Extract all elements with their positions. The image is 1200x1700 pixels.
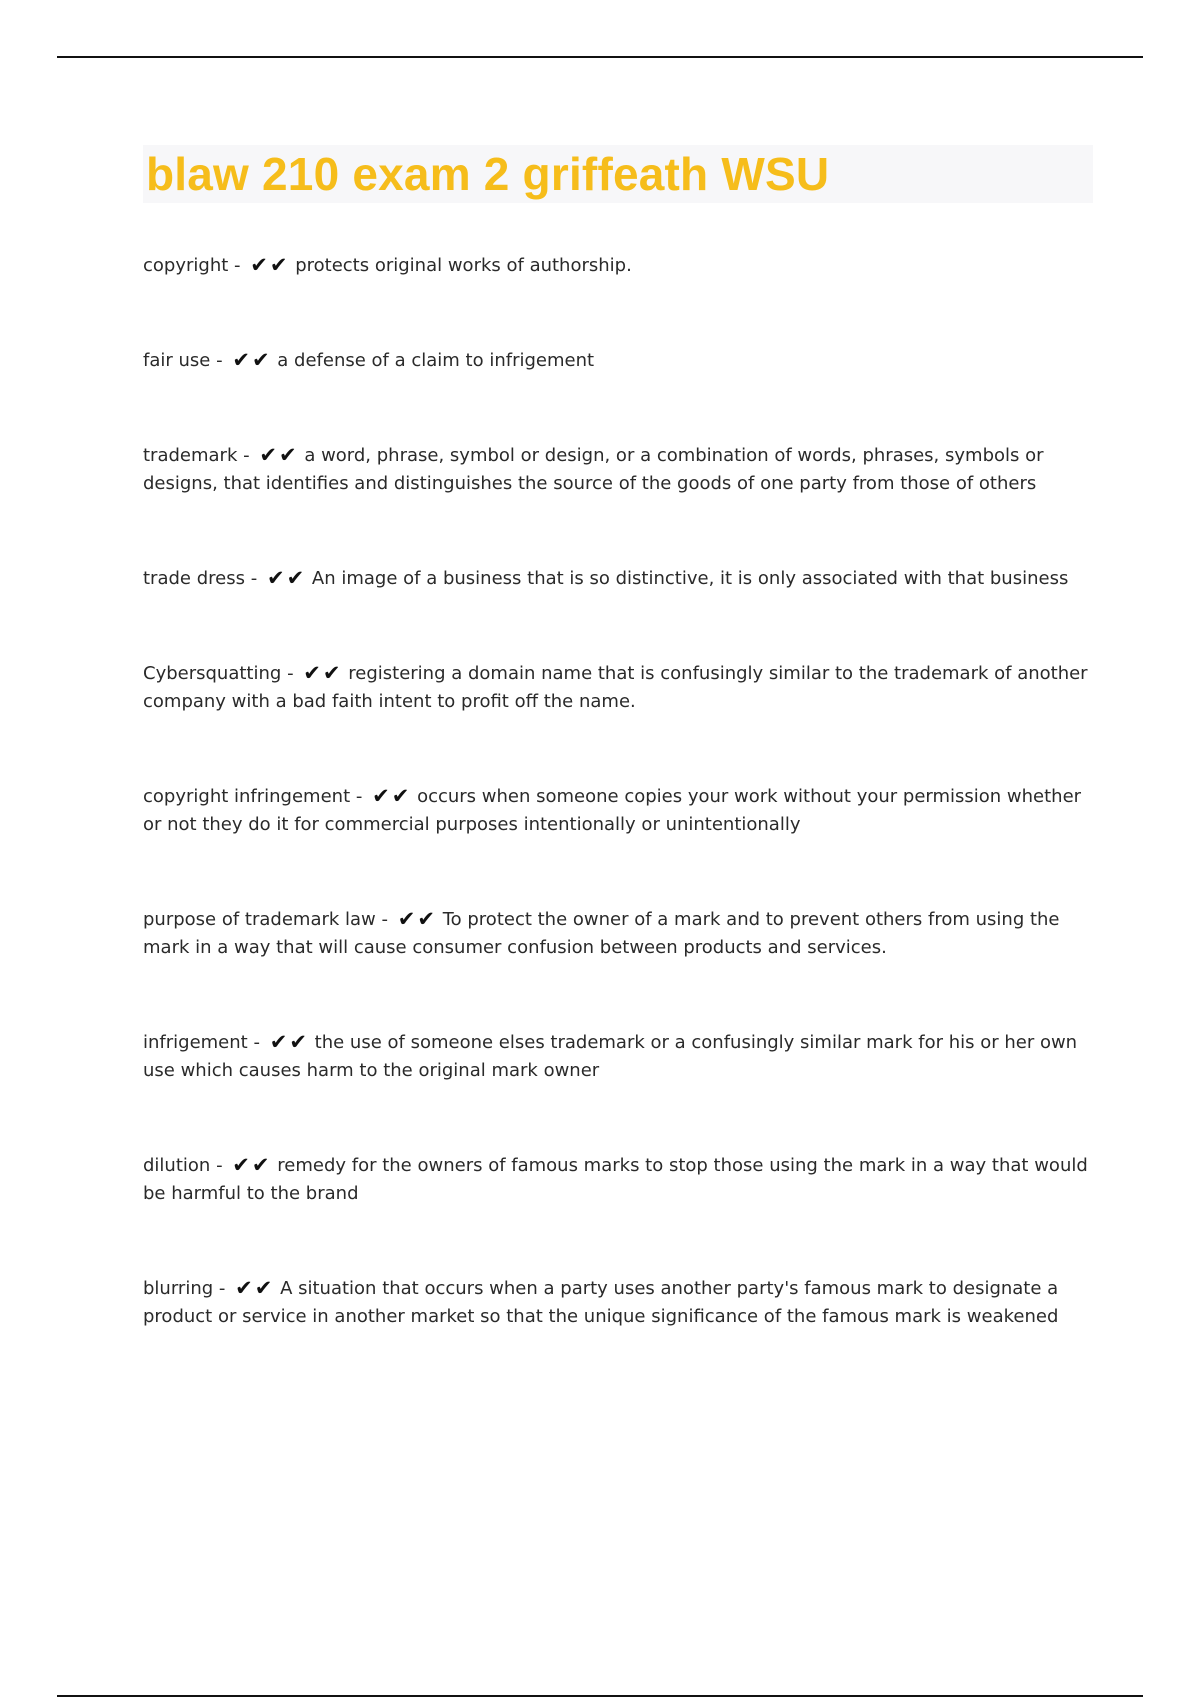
entry-term: copyright infringement — [143, 786, 351, 807]
entry-term: infrigement — [143, 1032, 248, 1053]
entry-definition: the use of someone elses trademark or a confusingly similar mark for his or her own use which causes harm to the original mark owner — [143, 1032, 1078, 1081]
checkmark-icon: ✔ — [322, 661, 341, 685]
list-item — [143, 905, 1093, 962]
entry-separator: - — [216, 1155, 223, 1176]
entry-separator: - — [216, 350, 223, 371]
entry-separator: - — [381, 909, 389, 930]
entry-definition: remedy for the owners of famous marks to stop those using the mark in a way that would be harmful to the brand — [143, 1155, 1088, 1204]
checkmark-icon: ✔ — [303, 661, 321, 685]
checkmark-icon: ✔ — [278, 443, 297, 467]
entry-separator: - — [234, 255, 241, 276]
checkmark-icon: ✔ — [289, 1030, 307, 1054]
entry-separator: - — [218, 1278, 226, 1299]
list-item — [143, 1274, 1093, 1331]
checkmark-icon: ✔ — [251, 348, 270, 372]
entry-list — [143, 251, 1093, 1331]
list-item — [143, 659, 1093, 716]
entry-term: trademark — [143, 445, 238, 466]
checkmark-icon: ✔ — [269, 253, 288, 277]
bottom-rule — [57, 1695, 1143, 1697]
entry-term: Cybersquatting — [143, 663, 282, 684]
title-band — [143, 145, 1093, 203]
checkmark-icon: ✔ — [417, 907, 435, 931]
entry-separator: - — [355, 786, 363, 807]
list-item — [143, 782, 1093, 839]
entry-definition: An image of a business that is so distinctive, it is only associated with that business — [311, 568, 1069, 589]
document-body — [143, 145, 1093, 1397]
checkmark-icon: ✔ — [269, 1030, 288, 1054]
checkmark-icon: ✔ — [232, 348, 250, 372]
checkmark-icon: ✔ — [250, 253, 268, 277]
list-item — [143, 251, 1093, 280]
checkmark-icon: ✔ — [391, 784, 410, 808]
list-item — [143, 1028, 1093, 1085]
checkmark-icon: ✔ — [266, 566, 285, 590]
entry-definition: A situation that occurs when a party uses another party's famous mark to designate a product or service in another market so that the unique significance of the famous mark is weakened — [143, 1278, 1059, 1327]
checkmark-icon: ✔ — [286, 566, 305, 590]
list-item — [143, 564, 1093, 593]
checkmark-icon: ✔ — [397, 907, 416, 931]
list-item — [143, 1151, 1093, 1208]
entry-term: trade dress — [143, 568, 245, 589]
entry-separator: - — [253, 1032, 260, 1053]
list-item — [143, 346, 1093, 375]
checkmark-icon: ✔ — [372, 784, 390, 808]
entry-term: blurring — [143, 1278, 214, 1299]
page-title: blaw 210 exam 2 griffeath WSU — [146, 148, 830, 200]
entry-definition: To protect the owner of a mark and to prevent others from using the mark in a way that will cause consumer confusion between products and services. — [143, 909, 1060, 958]
entry-separator: - — [250, 568, 258, 589]
entry-term: dilution — [143, 1155, 211, 1176]
checkmark-icon: ✔ — [259, 443, 277, 467]
entry-definition: occurs when someone copies your work without your permission whether or not they do it for commercial purposes intentionally or unintentionally — [143, 786, 1082, 835]
entry-separator: - — [287, 663, 294, 684]
list-item — [143, 441, 1093, 498]
entry-separator: - — [243, 445, 250, 466]
entry-definition: registering a domain name that is confusingly similar to the trademark of another company with a bad faith intent to profit off the name. — [143, 663, 1088, 712]
checkmark-icon: ✔ — [235, 1276, 253, 1300]
checkmark-icon: ✔ — [251, 1153, 270, 1177]
entry-definition: protects original works of authorship. — [295, 255, 632, 276]
entry-definition: a defense of a claim to infrigement — [277, 350, 595, 371]
checkmark-icon: ✔ — [254, 1276, 273, 1300]
entry-term: purpose of trademark law — [143, 909, 376, 930]
entry-term: copyright — [143, 255, 229, 276]
checkmark-icon: ✔ — [232, 1153, 250, 1177]
top-rule — [57, 56, 1143, 58]
entry-term: fair use — [143, 350, 211, 371]
entry-definition: a word, phrase, symbol or design, or a combination of words, phrases, symbols or designs, that identifies and distinguishes the source of the goods of one party from those of others — [143, 445, 1044, 494]
